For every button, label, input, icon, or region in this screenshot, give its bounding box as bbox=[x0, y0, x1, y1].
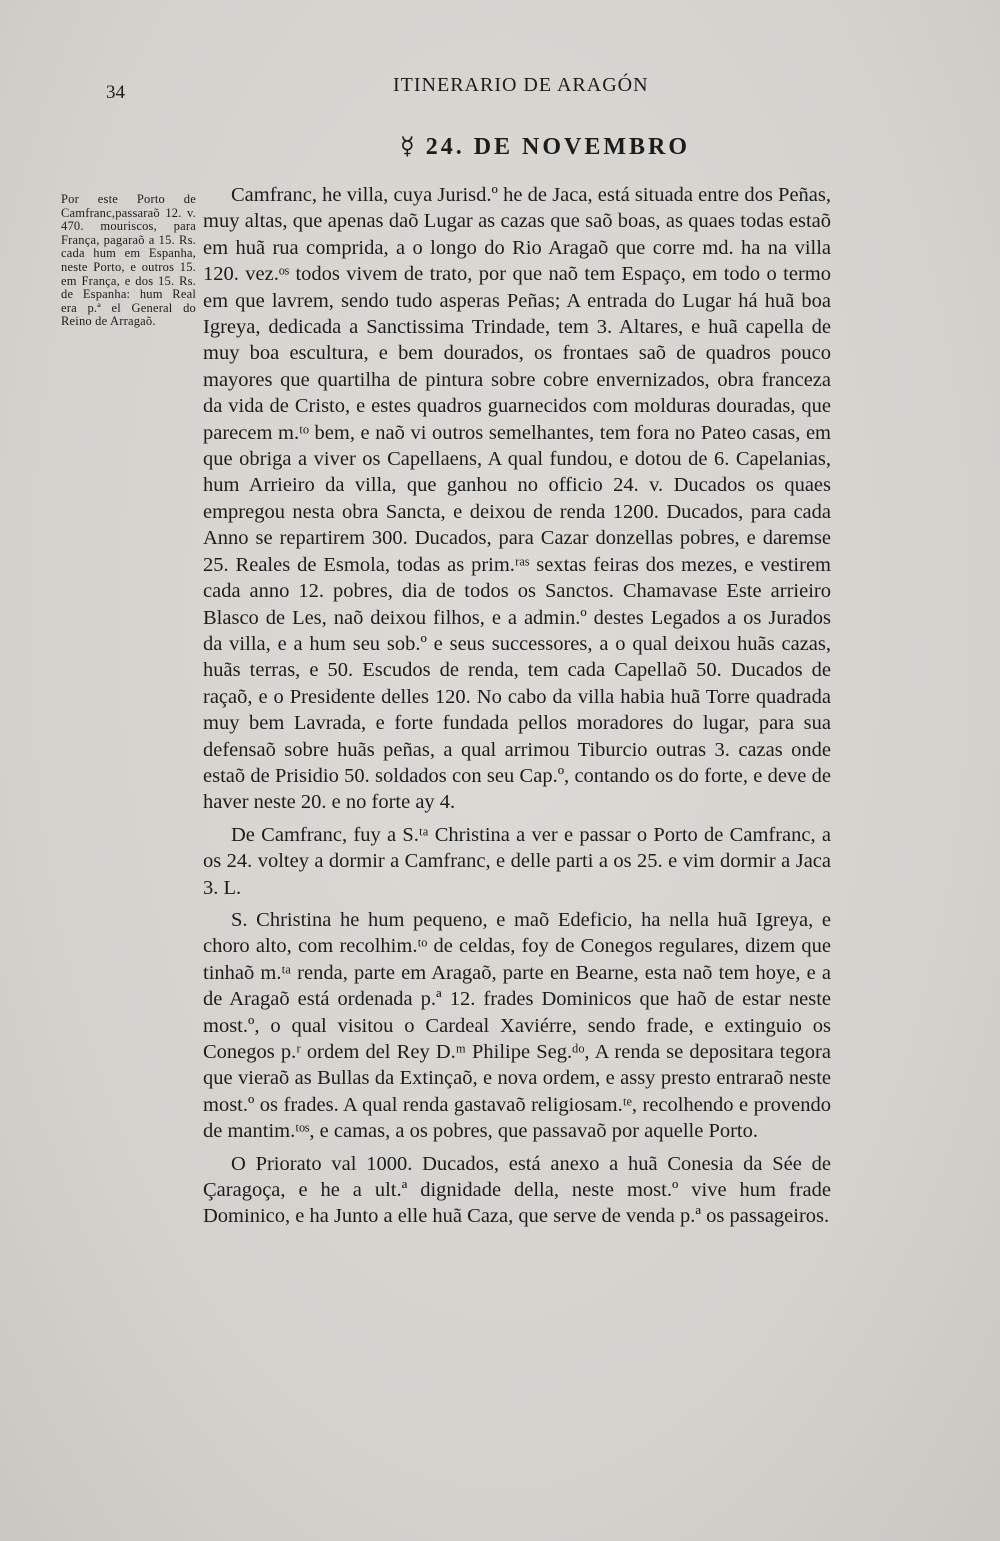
paragraph: De Camfranc, fuy a S.ᵗᵃ Christina a ver e passar o Porto de Camfranc, a os 24. voltey a dormir a Camfranc, e delle parti a os 25. e vim dormir a Jaca 3. L. bbox=[203, 823, 831, 899]
mercury-symbol-icon: ☿ bbox=[399, 134, 418, 160]
paragraph: S. Christina he hum pequeno, e maõ Edeficio, ha nella huã Igreya, e choro alto, com recolhim.ᵗᵒ de celdas, foy de Conegos regulares, dizem que tinhaõ m.ᵗᵃ renda, parte em Aragaõ, parte en Bearne, esta naõ tem hoye, e a de Aragaõ está ordenada p.ª 12. frades Dominicos que haõ de estar neste most.º, o qual visitou o Cardeal Xaviérre, sendo frade, e extinguio os Conegos p.ʳ ordem del Rey D.ᵐ Philipe Seg.ᵈᵒ, A renda se depositara tegora que vieraõ as Bullas da Extinçaõ, e nova ordem, e assy presto entraraõ neste most.º os frades. A qual renda gastavaõ religiosam.ᵗᵉ, recolhendo e provendo de mantim.ᵗᵒˢ, e camas, a os pobres, que passavaõ por aquelle Porto. bbox=[203, 908, 831, 1143]
paragraph: Camfranc, he villa, cuya Jurisd.º he de Jaca, está situada entre dos Peñas, muy altas, que apenas daõ Lugar as cazas que saõ boas, as quaes todas estaõ em huã rua comprida, a o longo do Rio Aragaõ que corre md. ha na villa 120. vez.ᵒˢ todos vivem de trato, por que naõ tem Espaço, em todo o termo em que lavrem, sendo tudo asperas Peñas; A entrada do Lugar há huã boa Igreya, dedicada a Sanctissima Trindade, tem 3. Altares, e huã capella de muy boa escultura, e bem dourados, os frontaes saõ de quadros pouco mayores que quartilha de pintura sobre cobre envernizados, obra franceza da vida de Cristo, e estes quadros guarnecidos com molduras douradas, que parecem m.ᵗᵒ bem, e naõ vi outros semelhantes, tem fora no Pateo casas, em que obriga a viver os Capellaens, A qual fundou, e dotou de 6. Capelanias, hum Arrieiro da villa, que ganhou no officio 24. v. Ducados os quaes empregou nesta obra Sancta, e deixou de renda 1200. Ducados, para cada Anno se repartirem 300. Ducados, para Cazar donzellas pobres, e daremse 25. Reales de Esmola, todas as prim.ʳᵃˢ sextas feiras dos mezes, e vestirem cada anno 12. pobres, dia de todos os Sanctos. Chamavase Este arrieiro Blasco de Les, naõ deixou filhos, e a admin.º destes Legados a os Jurados da villa, e a hum seu sob.º e seus successores, a o qual deixou huãs cazas, huãs terras, e 50. Escudos de renda, tem cada Capellaõ 50. Ducados de raçaõ, e o Presidente delles 120. No cabo da villa habia huã Torre quadrada muy bem Lavrada, e forte fundada pellos moradores do lugar, para sua defensaõ sobre huãs peñas, a qual arrimou Tiburcio outras 3. cazas onde estaõ de Prisidio 50. soldados con seu Cap.º, contando os do forte, e deve de haver neste 20. e no forte ay 4. bbox=[203, 184, 831, 814]
running-title: ITINERARIO DE ARAGÓN bbox=[393, 74, 649, 96]
section-heading-text: 24. DE NOVEMBRO bbox=[425, 134, 691, 160]
main-text bbox=[203, 182, 831, 1230]
paragraph: O Priorato val 1000. Ducados, está anexo a huã Conesia da Sée de Çaragoça, e he a ult.ª dignidade della, neste most.º vive hum frade Dominico, e ha Junto a elle huã Caza, que serve de venda p.ª os passageiros. bbox=[203, 1152, 831, 1228]
margin-note: Por este Porto de Camfranc,passaraõ 12. v. 470. mouriscos, para França, pagaraõ a 15. Rs. cada hum em Espanha, neste Porto, e outros 15. em França, e dos 15. Rs. de Espanha: hum Real era p.ª el General do Reino de Arragaõ. bbox=[61, 192, 196, 329]
page-number: 34 bbox=[106, 82, 125, 103]
section-heading bbox=[0, 132, 1000, 161]
